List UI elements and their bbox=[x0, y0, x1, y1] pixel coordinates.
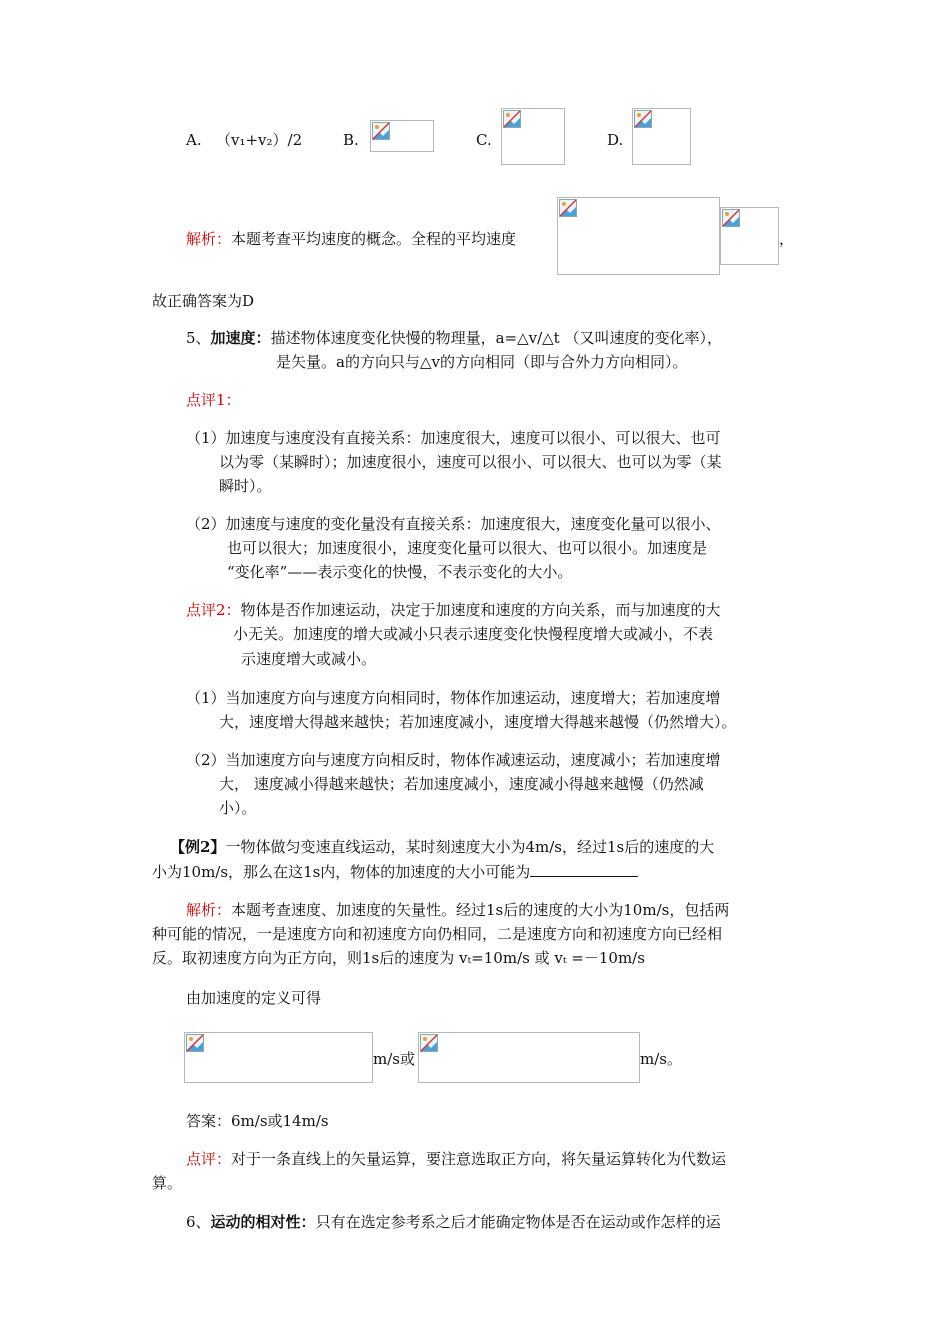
analysis1-label: 解析： bbox=[186, 230, 232, 248]
comment1-p2-line2: 也可以很大；加速度很小，速度变化量可以很大、也可以很小。加速度是 bbox=[227, 539, 708, 557]
comment1-p2-line3: “变化率”——表示变化的快慢，不表示变化的大小。 bbox=[227, 563, 573, 581]
comment2-p2-line2: 大， 速度减小得越来越快；若加速度减小，速度减小得越来越慢（仍然减 bbox=[219, 775, 704, 793]
analysis2-text2: 种可能的情况，一是速度方向和初速度方向仍相同，二是速度方向和初速度方向已经相 bbox=[152, 925, 723, 943]
broken-image-icon bbox=[186, 1034, 204, 1052]
comment3-line1 bbox=[186, 1149, 726, 1169]
option-a-label: A. bbox=[186, 131, 202, 149]
formula-connector bbox=[373, 1049, 415, 1069]
option-c-label: C. bbox=[476, 131, 492, 149]
analysis1-text: 本题考查平均速度的概念。全程的平均速度 bbox=[231, 230, 517, 248]
comment3-text1: 对于一条直线上的矢量运算，要注意选取正方向，将矢量运算转化为代数运 bbox=[231, 1150, 727, 1168]
comment2-p2-line3: 小）。 bbox=[219, 799, 257, 817]
comment1-p1-line2: 以为零（某瞬时）；加速度很小，速度可以很小、可以很大、也可以为零（某 bbox=[219, 453, 722, 471]
acceleration-formula-image-1 bbox=[184, 1032, 373, 1083]
comment1-p1-line1: （1）加速度与速度没有直接关系：加速度很大，速度可以很小、可以很大、也可 bbox=[186, 429, 721, 447]
item5-line1 bbox=[186, 328, 722, 348]
broken-image-icon bbox=[503, 110, 521, 128]
analysis1-comma: ， bbox=[779, 230, 795, 248]
broken-image-icon bbox=[420, 1034, 438, 1052]
answer-text: 答案：6m/s或14m/s bbox=[186, 1112, 329, 1130]
comment2-p1-line2: 大，速度增大得越来越快；若加速度减小，速度增大得越来越慢（仍然增大）。 bbox=[219, 713, 737, 731]
comment1-p2-line1: （2）加速度与速度的变化量没有直接关系：加速度很大，速度变化量可以很小、 bbox=[186, 515, 721, 533]
item5-text2: 是矢量。a的方向只与△v的方向相同（即与合外力方向相同）。 bbox=[276, 353, 688, 371]
comment1-p1-line3: 瞬时）。 bbox=[219, 477, 272, 495]
option-b-formula-image bbox=[370, 120, 434, 152]
example2-line1 bbox=[170, 837, 714, 857]
item5-title: 加速度： bbox=[210, 329, 271, 347]
example2-line2 bbox=[152, 862, 638, 882]
item6-title: 运动的相对性： bbox=[210, 1213, 316, 1231]
analysis2-text1: 本题考查速度、加速度的矢量性。经过1s后的速度的大小为10m/s，包括两 bbox=[231, 901, 730, 919]
analysis1-conclusion: 故正确答案为D bbox=[152, 292, 255, 310]
analysis2-text3: 反。取初速度方向为正方向，则1s后的速度为 vₜ=10m/s 或 vₜ =－10m/s bbox=[152, 949, 645, 967]
example2-text2: 小为10m/s，那么在这1s内，物体的加速度的大小可能为 bbox=[152, 863, 531, 881]
item6-number: 6、 bbox=[186, 1213, 211, 1231]
option-d-label: D. bbox=[607, 131, 624, 149]
average-velocity-result-image bbox=[720, 207, 779, 265]
example2-text1: 一物体做匀变速直线运动，某时刻速度大小为4m/s，经过1s后的速度的大 bbox=[225, 838, 715, 856]
comment2-line1 bbox=[186, 600, 721, 620]
broken-image-icon bbox=[722, 209, 740, 227]
comment2-text2: 小无关。加速度的增大或减小只表示速度变化快慢程度增大或减小，不表 bbox=[233, 625, 714, 643]
answer-blank bbox=[530, 862, 638, 877]
comment2-text3: 示速度增大或减小。 bbox=[241, 650, 377, 668]
example2-bracket: 【例2】 bbox=[170, 838, 226, 856]
item5-text1: 描述物体速度变化快慢的物理量，a=△v/△t （又叫速度的变化率）， bbox=[270, 329, 722, 347]
comment2-label: 点评2： bbox=[186, 601, 241, 619]
unit1: m/s bbox=[373, 1050, 400, 1068]
analysis2-label: 解析： bbox=[186, 901, 232, 919]
option-c-formula-image bbox=[501, 108, 565, 165]
item6-text1: 只有在选定参考系之后才能确定物体是否在运动或作怎样的运 bbox=[315, 1213, 721, 1231]
unit2: m/s。 bbox=[640, 1050, 682, 1068]
broken-image-icon bbox=[634, 110, 652, 128]
analysis2-line1 bbox=[186, 900, 729, 920]
item5-number: 5、 bbox=[186, 329, 211, 347]
comment1-label: 点评1： bbox=[186, 391, 241, 409]
option-d-formula-image bbox=[632, 108, 691, 165]
average-velocity-formula-image bbox=[557, 197, 720, 275]
item6-line1 bbox=[186, 1212, 721, 1232]
option-a-formula: （v₁+v₂）/2 bbox=[216, 131, 303, 149]
broken-image-icon bbox=[559, 199, 577, 217]
comment2-p2-line1: （2）当加速度方向与速度方向相反时，物体作减速运动，速度减小；若加速度增 bbox=[186, 751, 721, 769]
analysis2-definition: 由加速度的定义可得 bbox=[186, 989, 322, 1007]
or-text: 或 bbox=[399, 1050, 415, 1068]
comment2-text1: 物体是否作加速运动，决定于加速度和速度的方向关系，而与加速度的大 bbox=[240, 601, 721, 619]
comment3-label: 点评： bbox=[186, 1150, 232, 1168]
acceleration-formula-image-2 bbox=[418, 1032, 640, 1083]
option-b-label: B. bbox=[343, 131, 359, 149]
comment2-p1-line1: （1）当加速度方向与速度方向相同时，物体作加速运动，速度增大；若加速度增 bbox=[186, 689, 721, 707]
comment3-text2: 算。 bbox=[152, 1174, 183, 1192]
broken-image-icon bbox=[372, 122, 390, 140]
analysis1-line bbox=[186, 229, 516, 249]
